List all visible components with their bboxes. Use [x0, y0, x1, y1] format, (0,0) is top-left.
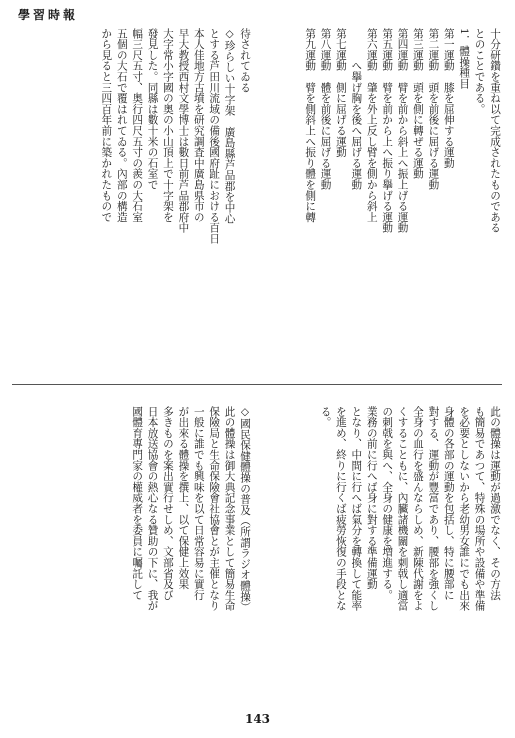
- column-bottom-left: ◇國民保健體操の普及（所謂ラジオ體操） 此の體操は御大典記念事業として簡易生命 保險局と生命保險會社協會とが主催となり 一般に誰でも興味を以て日常容易に實行 が出來る體操を撰上、以て保健上效果 多きものを案出實行せしめ、文部省及び 日本放送協會の熱心なる贊助の下に、我が 國體育專門家の權威者を委員に囑託して: [131, 406, 251, 613]
- page-number: 143: [244, 712, 271, 726]
- column-top-right: 十分研鑽を重ね以て完成されたものである とのことである。 1．體操種目 第一運動 膝を屈伸する運動 第二運動 頭を前後に屈げる運動 第三運動 頭を側に轉ぜる運動 第四運動 臂を前から斜上へ振上げる運動 第五運動 臂を前から上へ振り擧げる運動 第六運動 肇を外上反し臂を側から斜上 へ擧げ胸を後へ屈げる運動 第七運動 側に屈げる運動 第八運動 體を前後に屈げる運動 第九運動 臂を側斜上へ振り體を側に轉: [304, 28, 501, 234]
- column-bottom-right: 此の體操は運動が過激でなく、その方法 も簡易であつて、特殊の場所や設備や準備 を必要としないから老幼男女誰にでも出來 身體の各部の運動を包括し、特に腰部に 對する、運動が豐富であり、腰部を強くし 全身の血行を盛んならしめ、新陳代謝をよ くすることもに、內臟諸機關を刺戟し適當 の刺戟を與へ、全身の健康を増進する。 業務の前に行へば身に對する準備運動 となり、中間に行へば氣分を轉換して能率 を進め、終りに行くば疲勞恢復の手段とな る。: [319, 406, 501, 612]
- column-top-left: 待されてゐる ◇珍らしい十字架 廣島縣芦品郡を中心 とする芦田川流域の備後國府趾における百日 本人佳地方古墳を研究調査中廣島県市の 早大教授西村文學博士は數日前芦品郡府中 大字常小字國の奥の小山頂上で十字架を 發見した。同縣は數十米の石室で 幅三尺五寸、奥行四尺五寸の羨の大石室 五個の大石で覆はれてゐる。內部の構造 から見ると三四百年前に築かれたもので: [100, 28, 251, 244]
- running-header: 學習時報: [18, 8, 79, 22]
- section-divider: [12, 384, 502, 385]
